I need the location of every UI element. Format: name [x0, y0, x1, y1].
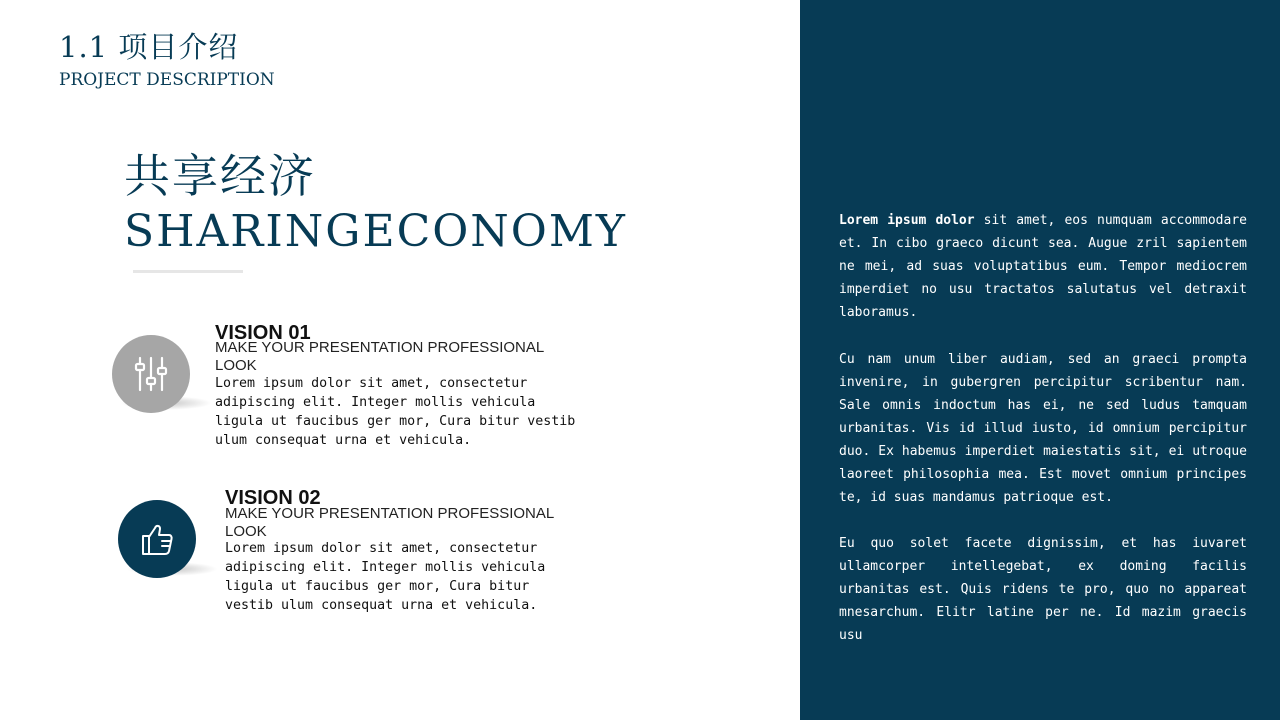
vision-02-title: VISION 02	[225, 487, 321, 509]
vision-01-body: Lorem ipsum dolor sit amet, consectetur adipiscing elit. Integer mollis vehicula ligula ut faucibus ger mor, Cura bitur vestib ulum consequat urna et vehicula.	[215, 376, 576, 448]
vision-01-badge	[112, 335, 190, 413]
section-subtitle: PROJECT DESCRIPTION	[59, 70, 275, 90]
vision-02-badge	[118, 500, 196, 578]
right-paragraph-2: Cu nam unum liber audiam, sed an graeci prompta invenire, in gubergren percipitur scribentur nam. Sale omnis indoctum has ei, ne sed ludus tamquam urbanitas. Vis id illud iusto, id omnium percipitur duo. Ex habemus imperdiet maiestatis sit, ei utroque laoreet philosophia mea. Est movet omnium principes te, id suas mandamus patrioque est.	[839, 352, 1247, 505]
main-title-cn: 共享经济	[124, 149, 316, 203]
vision-01-subtitle: MAKE YOUR PRESENTATION PROFESSIONAL LOOK	[215, 339, 544, 374]
paragraph-1-text: sit amet, eos numquam accommodare et. In cibo graeco dicunt sea. Augue zril sapientem ne mei, ad suas voluptatibus eum. Tempor mediocrem imperdiet no usu tractatos salutatus vel detraxit laboramus.	[839, 213, 1247, 320]
section-title: 1.1 项目介绍	[59, 30, 239, 64]
paragraph-lead: Lorem ipsum dolor	[839, 213, 975, 228]
right-paragraph-1	[839, 209, 1247, 324]
title-divider	[133, 270, 243, 273]
vision-02-subtitle: MAKE YOUR PRESENTATION PROFESSIONAL LOOK	[225, 505, 554, 540]
main-title-en: SHARINGECONOMY	[124, 206, 627, 257]
right-paragraph-3: Eu quo solet facete dignissim, et has iuvaret ullamcorper intellegebat, ex doming facilis urbanitas est. Quis ridens te pro, quo no appareat mnesarchum. Elitr latine per ne. Id mazim graecis usu	[839, 536, 1247, 643]
thumbs-up-icon	[137, 519, 177, 559]
sliders-icon	[131, 354, 171, 394]
vision-02-body: Lorem ipsum dolor sit amet, consectetur adipiscing elit. Integer mollis vehicula ligula ut faucibus ger mor, Cura bitur vestib ulum consequat urna et vehicula.	[225, 541, 546, 613]
vision-01-title: VISION 01	[215, 322, 311, 344]
